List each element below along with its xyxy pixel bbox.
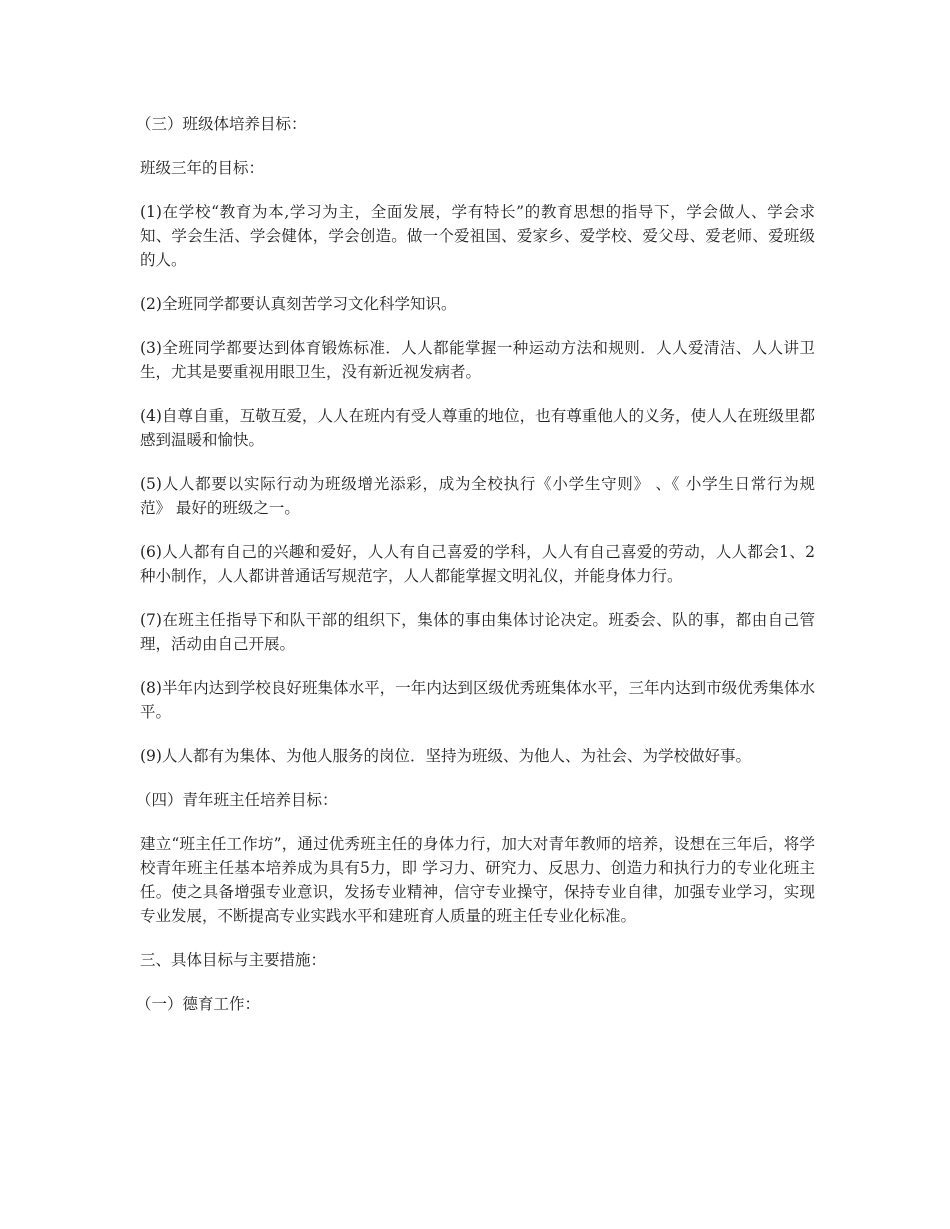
goal-item-4: (4)自尊自重，互敬互爱，人人在班内有受人尊重的地位，也有尊重他人的义务，使人人在班级里都感到温暖和愉快。 — [140, 407, 815, 449]
section-heading-young-teacher-goals: （四）青年班主任培养目标： — [136, 791, 338, 809]
goal-item-1: (1)在学校“教育为本,学习为主，全面发展，学有特长”的教育思想的指导下，学会做人、学会求知、学会生活、学会健体，学会创造。做一个爱祖国、爱家乡、爱学校、爱父母、爱老师、爱班级的人。 — [140, 203, 815, 269]
goal-item-9: (9)人人都有为集体、为他人服务的岗位．坚持为班级、为他人、为社会、为学校做好事。 — [140, 747, 751, 765]
goal-item-5: (5)人人都要以实际行动为班级增光添彩，成为全校执行《小学生守则》 、《 小学生日常行为规范》 最好的班级之一。 — [140, 475, 815, 517]
goal-item-8: (8)半年内达到学校良好班集体水平，一年内达到区级优秀班集体水平，三年内达到市级优秀集体水平。 — [140, 679, 815, 721]
document-page — [136, 112, 815, 1036]
section-heading-class-goals: （三）班级体培养目标： — [136, 115, 307, 133]
goal-item-7: (7)在班主任指导下和队干部的组织下，集体的事由集体讨论决定。班委会、队的事，都由自己管理，活动由自己开展。 — [140, 611, 815, 653]
goal-item-3: (3)全班同学都要达到体育锻炼标准．人人都能掌握一种运动方法和规则．人人爱清洁、人人讲卫生，尤其是要重视用眼卫生，没有新近视发病者。 — [140, 339, 815, 381]
section-heading-moral-education: （一）德育工作： — [136, 995, 261, 1013]
goal-item-6: (6)人人都有自己的兴趣和爱好，人人有自己喜爱的学科，人人有自己喜爱的劳动，人人都会1、2种小制作，人人都讲普通话写规范字，人人都能掌握文明礼仪，并能身体力行。 — [140, 543, 815, 585]
paragraph-teacher-workshop: 建立“班主任工作坊”，通过优秀班主任的身体力行，加大对青年教师的培养，设想在三年后，将学校青年班主任基本培养成为具有5力，即 学习力、研究力、反思力、创造力和执行力的专业化班主任。使之具备增强专业意识，发扬专业精神，信守专业操守，保持专业自律，加强专业学习，实现专业发展，不断提高专业实践水平和建班育人质量的班主任专业化标准。 — [140, 835, 815, 925]
goal-item-2: (2)全班同学都要认真刻苦学习文化科学知识。 — [140, 295, 457, 313]
subheading-three-year-goals: 班级三年的目标： — [140, 159, 265, 177]
section-heading-specific-measures: 三、具体目标与主要措施： — [140, 951, 327, 969]
